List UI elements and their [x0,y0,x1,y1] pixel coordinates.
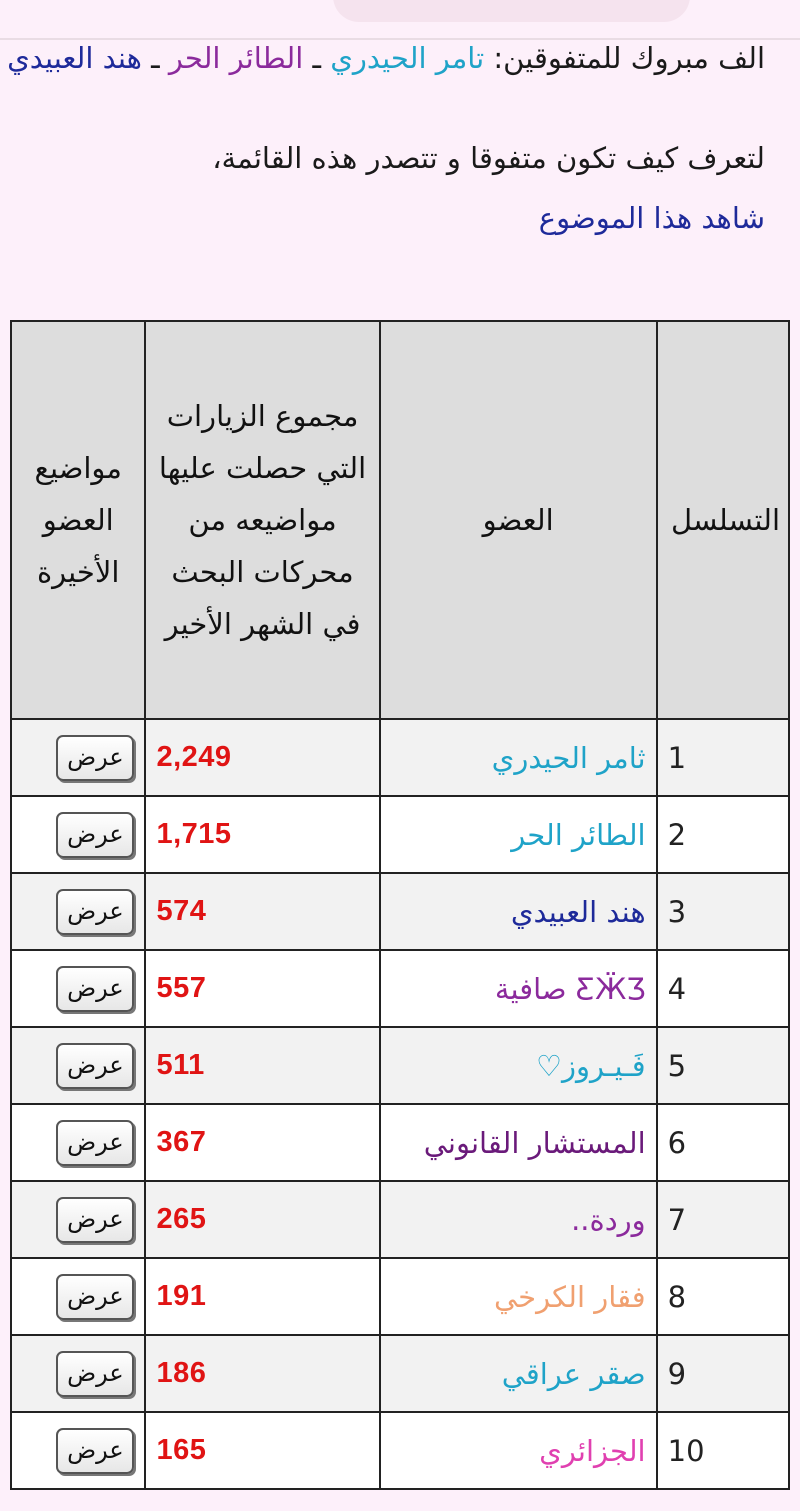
member-link[interactable]: ƸӜƷ صافية [494,971,646,1006]
row-member-cell [380,719,657,796]
congrats-line [5,28,765,88]
member-link[interactable]: فقار الكرخي [494,1279,646,1314]
view-topics-button[interactable]: عرض [56,735,134,781]
row-topics-cell [11,1412,145,1489]
member-link[interactable]: صقر عراقي [501,1356,646,1391]
row-topics-cell [11,1104,145,1181]
row-topics-cell [11,1181,145,1258]
table-row [11,873,789,950]
row-visits: 557 [145,950,379,1027]
view-topics-button[interactable]: عرض [56,1120,134,1166]
view-topics-button[interactable]: عرض [56,1428,134,1474]
congrats-prefix: الف مبروك للمتفوقين: [484,41,765,75]
row-visits: 186 [145,1335,379,1412]
header-visits: مجموع الزيارات التي حصلت عليها مواضيعه من محركات البحث في الشهر الأخير [145,321,379,719]
table-body [11,719,789,1489]
table-row [11,719,789,796]
row-member-cell [380,796,657,873]
table-row [11,1335,789,1412]
winner-link-3[interactable]: هند العبيدي [7,41,142,75]
row-seq: 5 [657,1027,789,1104]
learn-text: لتعرف كيف تكون متفوقا و تتصدر هذه القائمة، [212,141,765,175]
row-visits: 574 [145,873,379,950]
ranking-table [10,320,790,1490]
top-pill [333,0,690,22]
intro-text [5,28,765,248]
member-link[interactable]: فَـيـروز♡ [536,1048,646,1083]
row-member-cell [380,950,657,1027]
learn-link[interactable]: شاهد هذا الموضوع [538,201,765,235]
row-seq: 3 [657,873,789,950]
view-topics-button[interactable]: عرض [56,812,134,858]
row-visits: 191 [145,1258,379,1335]
row-seq: 2 [657,796,789,873]
row-topics-cell [11,1027,145,1104]
row-seq: 6 [657,1104,789,1181]
row-visits: 367 [145,1104,379,1181]
row-member-cell [380,1181,657,1258]
row-topics-cell [11,1258,145,1335]
row-member-cell [380,1412,657,1489]
view-topics-button[interactable]: عرض [56,1274,134,1320]
view-topics-button[interactable]: عرض [56,1043,134,1089]
row-visits: 265 [145,1181,379,1258]
winner-link-2[interactable]: الطائر الحر [168,41,304,75]
table-row [11,1027,789,1104]
member-link[interactable]: هند العبيدي [510,894,646,929]
row-seq: 4 [657,950,789,1027]
table-row [11,1412,789,1489]
header-topics: مواضيع العضو الأخيرة [11,321,145,719]
table-row [11,796,789,873]
row-topics-cell [11,950,145,1027]
row-seq: 8 [657,1258,789,1335]
winner-link-1[interactable]: تامر الحيدري [330,41,485,75]
row-visits: 1,715 [145,796,379,873]
table-row [11,1104,789,1181]
row-topics-cell [11,873,145,950]
row-member-cell [380,1104,657,1181]
table-row [11,950,789,1027]
member-link[interactable]: المستشار القانوني [423,1125,646,1160]
row-visits: 2,249 [145,719,379,796]
separator: ـ [141,41,169,75]
table-header-row [11,321,789,719]
row-topics-cell [11,1335,145,1412]
table-row [11,1181,789,1258]
row-topics-cell [11,719,145,796]
separator: ـ [303,41,331,75]
row-visits: 165 [145,1412,379,1489]
header-member: العضو [380,321,657,719]
view-topics-button[interactable]: عرض [56,966,134,1012]
member-link[interactable]: ثامر الحيدري [491,740,646,775]
table-row [11,1258,789,1335]
view-topics-button[interactable]: عرض [56,889,134,935]
row-visits: 511 [145,1027,379,1104]
member-link[interactable]: الطائر الحر [511,817,646,852]
row-seq: 10 [657,1412,789,1489]
row-member-cell [380,1027,657,1104]
row-member-cell [380,1335,657,1412]
row-seq: 9 [657,1335,789,1412]
member-link[interactable]: وردة.. [571,1202,646,1237]
member-link[interactable]: الجزائري [539,1433,646,1468]
row-member-cell [380,1258,657,1335]
row-seq: 1 [657,719,789,796]
row-seq: 7 [657,1181,789,1258]
view-topics-button[interactable]: عرض [56,1197,134,1243]
view-topics-button[interactable]: عرض [56,1351,134,1397]
row-topics-cell [11,796,145,873]
header-seq: التسلسل [657,321,789,719]
row-member-cell [380,873,657,950]
